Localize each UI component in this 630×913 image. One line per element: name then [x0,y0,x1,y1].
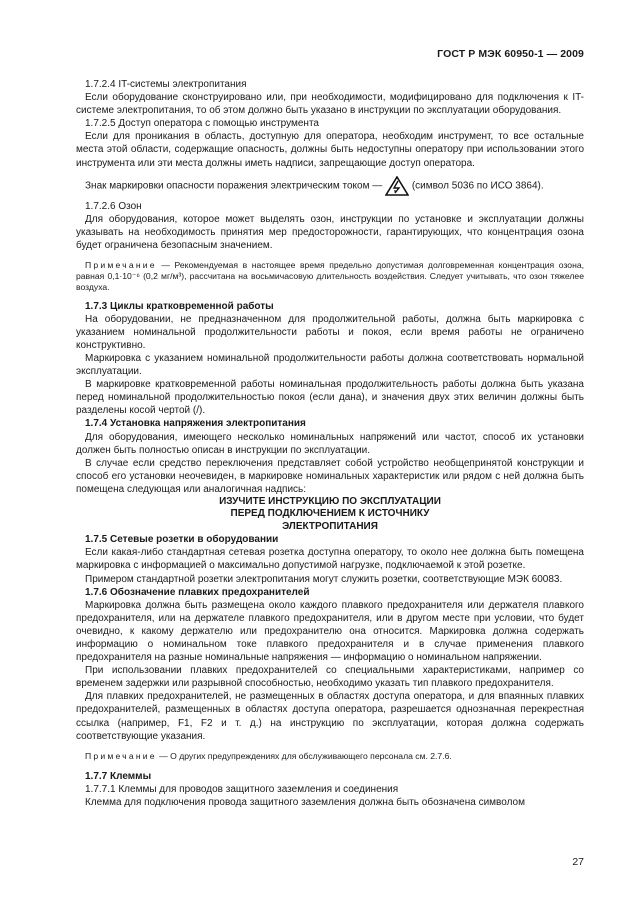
section-175-title: 1.7.5 Сетевые розетки в оборудовании [85,534,279,546]
section-173-p2: Маркировка с указанием номинальной продолжительности работы должна соответствовать нормальной эксплуатации. [76,353,584,378]
section-173-p1: На оборудовании, не предназначенном для продолжительной работы, должна быть маркировка с указанием номинальной продолжительности работы и покоя, если время работы не ограничено конструктивно. [76,313,584,351]
document-header: ГОСТ Р МЭК 60950-1 — 2009 [437,48,584,60]
section-177-title: 1.7.7 Клеммы [85,770,152,782]
section-176-p1: Маркировка должна быть размещена около каждого плавкого предохранителя или держателя плавкого предохранителя, или на держателе плавкого предохранителя, или в другом месте при условии, что будет очевидно, к какому держателю или предохранителю она относится. Маркировка должна содержать информацию о номинальном токе плавкого предохранителя и в случае применения плавкого предохранителя на разные номинальные напряжения — информацию о номинальном напряжении. [76,599,584,664]
inscription-line-3: ЭЛЕКТРОПИТАНИЯ [282,520,378,532]
section-1725-text: Если для проникания в область, доступную для оператора, необходим инструмент, то все остальные места этой области, содержащие опасность, должны быть недоступны оператору при использовании этого инструмента или эти места должны иметь надписи, запрещающие доступ оператора. [76,131,584,169]
hazard-sign-text-after: (символ 5036 по ИСО 3864). [411,180,544,192]
section-175-p1: Если какая-либо стандартная сетевая розетка доступна оператору, то около нее должна быть помещена маркировка с информацией о максимально допустимой нагрузке, подключаемой к этой розетке. [76,547,584,572]
hazard-sign-line [76,176,584,196]
section-173-title: 1.7.3 Циклы кратковременной работы [85,300,274,312]
section-1724-title: 1.7.2.4 IT-системы электропитания [85,79,247,90]
note-service-text: — О других предупреждениях для обслуживающего персонала см. 2.7.6. [159,750,452,761]
section-1771-title: 1.7.7.1 Клеммы для проводов защитного заземления и соединения [85,784,399,796]
page-number: 27 [572,856,584,868]
electric-shock-warning-icon [385,176,409,196]
section-1726-text: Для оборудования, которое может выделять озон, инструкции по установке и эксплуатации должны указывать на необходимость принятия мер предосторожности, гарантирующих, что концентрация озона будет ограничена безопасным значением. [76,213,584,251]
section-176-title: 1.7.6 Обозначение плавких предохранителей [85,586,310,598]
section-174-p2: В случае если средство переключения представляет собой устройство необщепринятой конструкции и способ его установки неочевиден, в маркировке номинальных характеристик или рядом с ней должна быть помещена следующая или аналогичная надпись: [76,457,584,495]
section-1771-text: Клемма для подключения провода защитного заземления должна быть обозначена символом [85,797,525,809]
section-175-p2: Примером стандартной розетки электропитания могут служить розетки, соответствующие МЭК 60083. [85,573,563,585]
section-1725-title: 1.7.2.5 Доступ оператора с помощью инструмента [85,118,319,130]
note-ozone [76,260,584,294]
section-174-p1: Для оборудования, имеющего несколько номинальных напряжений или частот, способ их установки должен быть полностью описан в инструкции по эксплуатации. [76,431,584,456]
note-ozone-label: Примечание [85,260,157,271]
warning-inscription [76,496,584,533]
section-173-p3: В маркировке кратковременной работы номинальная продолжительность работы должна быть указана перед номинальной продолжительностью покоя (если дана), и значения двух этих величин должны быть разделены косой чертой (/). [76,379,584,417]
note-service-label: Примечание [85,750,157,761]
section-176-p2: При использовании плавких предохранителей со специальными характеристиками, например со временем задержки или разрывной способностью, необходимо указать тип плавкого предохранителя. [76,665,584,690]
inscription-line-2: ПЕРЕД ПОДКЛЮЧЕНИЕМ К ИСТОЧНИКУ [230,508,430,520]
note-service [76,751,584,762]
section-176-p3: Для плавких предохранителей, не размещенных в областях доступа оператора, и для впаянных плавких предохранителей, размещенных в областях доступа оператора, разрешается однозначная перекрестная ссылка (например, F1, F2 и т. д.) на инструкцию по эксплуатации, которая должна содержать соответствующие указания. [76,691,584,742]
section-1724-text: Если оборудование сконструировано или, при необходимости, модифицировано для подключения к IT-системе электропитания, то об этом должно быть указано в инструкции по эксплуатации оборудования. [76,92,584,117]
inscription-line-1: ИЗУЧИТЕ ИНСТРУКЦИЮ ПО ЭКСПЛУАТАЦИИ [219,496,441,508]
section-1726-title: 1.7.2.6 Озон [85,200,142,212]
hazard-sign-text-before: Знак маркировки опасности поражения электрическим током — [85,180,383,192]
section-174-title: 1.7.4 Установка напряжения электропитания [85,418,306,430]
note-ozone-text: — Рекомендуемая в настоящее время предельно допустимая долговременная концентрация озона, равная 0,1·10⁻⁶ (0,2 мг/м³), рассчитана на восьмичасовую длительность воздействия. Следует учитывать, что озон тяжелее воздуха. [76,260,584,293]
